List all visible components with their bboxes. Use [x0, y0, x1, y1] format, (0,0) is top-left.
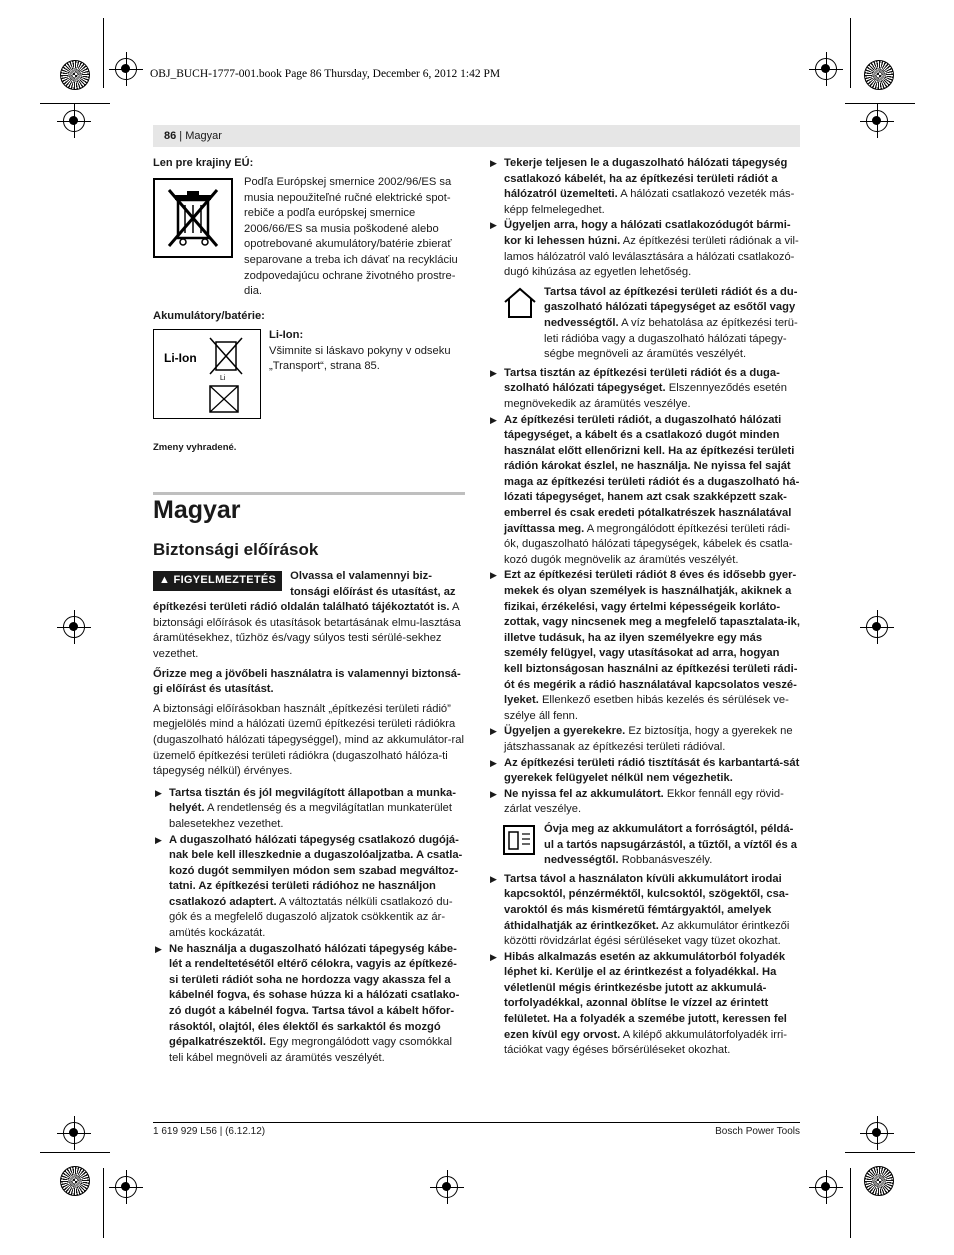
batt-heading: Akumulátory/batérie: [153, 310, 265, 322]
changes-block [153, 440, 465, 456]
bullet-text: A megrongálódott építkezési területi rádi-ók, dugaszolható hálózati tápegységek, kábelek és csatla-kozó dugók megnövelik az áramütés veszélyét. [504, 522, 793, 566]
heat-warning-text: Robbanásveszély. [618, 854, 713, 867]
liion-icon-text: Li-Ion [164, 351, 197, 365]
bullet-arrow-icon: ▶ [490, 220, 497, 231]
bullet-item [488, 950, 800, 1059]
right-column [488, 156, 800, 1059]
crop-mark [850, 18, 851, 88]
page-header: 86 | Magyar [153, 125, 800, 147]
eu-heading: Len pre krajiny EÚ: [153, 157, 254, 169]
crop-mark [103, 1168, 104, 1238]
registration-mark-icon [436, 1176, 458, 1198]
crop-mark [845, 103, 915, 104]
bullet-text: A kilépő akkumulátorfolyadék irri-tációkat vagy égéses bőrsérüléseket okozhat. [504, 1028, 787, 1057]
registration-mark-icon [866, 1122, 888, 1144]
bullet-item [488, 413, 800, 569]
bullet-arrow-icon: ▶ [490, 158, 497, 168]
bullet-arrow-icon: ▶ [155, 787, 162, 798]
liion-text: Všimnite si láskavo pokyny v odseku „Transport“, strana 85. [269, 344, 451, 373]
bullet-bold: Tekerje teljesen le a dugaszolható hálózati tápegység csatlakozó kábelét, ha az építkezési területi rádiót a hálózatról üzemelteti. [504, 157, 788, 201]
subsection-title: Biztonsági előírások [153, 540, 319, 559]
crop-mark [845, 1152, 915, 1153]
eu-text: Podľa Európskej smernice 2002/96/ES sa musia nepoužiteľné ručné elektrické spot-rebiče a podľa európskej smernice 2006/66/ES sa musia poškodené alebo opotrebované akumulátory/batérie zbierať separovane a treba ich dávať na recykláciu zodpovedajúcu ochrane životného prostre-dia. [244, 176, 458, 298]
bullet-text: Elszennyeződés esetén megnövekedik az áramütés veszélye. [504, 382, 787, 410]
registration-mark-icon [115, 58, 137, 80]
warning-bold-text: Olvassa el valamennyi biz-tonsági előírást és utasítást, az építkezési területi rádió oldalán található tájékoztatót is. [153, 570, 456, 614]
bullet-arrow-icon: ▶ [490, 757, 497, 768]
definition-text: A biztonsági előírásokban használt „építkezési területi rádió” megjelölés mind a hálózati üzemű építkezési területi rádiókra (dugaszolható hálózati tápegységgel), mind az akkumulátor-ral üzemelő építkezési területi rádiókra (dugaszolható hálóza-ti tápegység nélkül) érvényes. [153, 702, 464, 778]
bullet-text: Ez biztosítja, hogy a gyerekek ne játszhassanak az építkezési területi rádióval. [504, 725, 793, 753]
registration-mark-icon [63, 110, 85, 132]
bullet-bold: Ne nyissa fel az akkumulátort. [504, 787, 664, 800]
bullet-arrow-icon: ▶ [490, 951, 497, 962]
weee-bin-icon [153, 178, 233, 258]
bullet-item [488, 872, 800, 950]
bullet-bold: Tartsa tisztán az építkezési területi rádiót és a duga-szolható hálózati tápegységet. [504, 366, 780, 395]
bullet-arrow-icon: ▶ [490, 570, 497, 581]
house-warning-text: A víz behatolása az építkezési terü-leti rádióba vagy a dugaszolható hálózati tápegy-ségbe megnöveli az áramütés veszélyét. [544, 316, 798, 361]
color-target-icon [864, 60, 894, 90]
battery-heat-icon [502, 824, 536, 862]
bullet-item [488, 218, 800, 280]
registration-mark-icon [866, 616, 888, 638]
bullet-text: Ekkor fennáll egy rövid-zárlat veszélye. [504, 787, 784, 816]
bullet-bold: A dugaszolható hálózati tápegység csatlakozó dugójá-nak bele kell illeszkednie a dugaszolóaljzatba. A csatla-kozó dugót semmilyen módon sem szabad megváltoz-tatni. Az építkezési területi rádióhoz ne használjon csatlakozó adaptert. [169, 833, 463, 908]
crop-mark [103, 18, 104, 88]
bullet-bold: Tartsa tisztán és jól megvilágított állapotban a munka-helyét. [169, 786, 456, 815]
changes-note: Zmeny vyhradené. [153, 442, 237, 453]
crop-mark [850, 1168, 851, 1238]
house-warning-bold: Tartsa távol az építkezési területi rádiót és a du-gaszolható hálózati tápegységet az esőtől vagy nedvességtől. [544, 285, 798, 329]
bullet-bold: Az építkezési területi rádió tisztítását és karbantartá-sát gyerekek felügyelet nélkül nem végezhetik. [504, 756, 800, 785]
bullet-item [153, 833, 465, 942]
color-target-icon [60, 60, 90, 90]
bullet-bold: Tartsa távol a használaton kívüli akkumulátort irodai kapcsoktól, pénzérméktől, kulcsoktól, szögektől, csa-varoktól és más kisméretű fémtárgyaktól, amelyek áthidalhatják az érintkezőket. [504, 872, 789, 932]
bullet-bold: Ezt az építkezési területi rádiót 8 éves és idősebb gyer-mekek és olyan személyek is használhatják, akiknek a fizikai, érzékelési, vagy értelmi képességeik korláto-zottak, vagy nincsenek meg a megfelelő tapasztalata-ik, illetve tudásuk, ha az ilyen személyekre egy más személy felügyel, vagy utasításokat ad arra, hogyan kell biztonságosan használni az építkezési területi rádi-ót és megérik a rádió használatával kapcsolatos veszé-lyeket. [504, 569, 800, 707]
bullet-arrow-icon: ▶ [490, 788, 497, 799]
bullet-item [153, 942, 465, 1067]
warning-text: A biztonsági előírások és utasítások betartásának elmu-lasztása áramütésekhez, tűzhöz és/vagy súlyos testi sérülé-sekhez vezethet. [153, 601, 461, 660]
color-target-icon [864, 1166, 894, 1196]
bullet-text: A hálózati csatlakozó vezeték más-képp felmelegedhet. [504, 188, 795, 216]
section-divider [153, 492, 465, 495]
crop-mark [40, 103, 110, 104]
bullet-text: Az építkezési területi rádiónak a vil-lamos hálózatról való leválasztására a hálózati csatlakozó-dugó kihúzása az egyetlen lehetőség. [504, 234, 799, 279]
print-info: OBJ_BUCH-1777-001.book Page 86 Thursday, December 6, 2012 1:42 PM [150, 68, 501, 80]
registration-mark-icon [63, 1122, 85, 1144]
bullet-text: A rendetlenség és a megvilágítatlan munkaterület balesetekhez vezethet. [169, 802, 452, 830]
liion-label: Li-Ion: [269, 329, 304, 341]
bullet-item [488, 724, 800, 755]
bullet-text: Egy megrongálódott vagy csomókkal teli kábel megnöveli az áramütés veszélyét. [169, 1036, 452, 1064]
bullet-item [488, 787, 800, 818]
footer-left: 1 619 929 L56 | (6.12.12) [153, 1126, 266, 1137]
registration-mark-icon [63, 616, 85, 638]
header-language: Magyar [185, 130, 222, 142]
crop-mark [40, 1152, 110, 1153]
bullet-item [488, 156, 800, 218]
footer-right: Bosch Power Tools [715, 1126, 800, 1137]
footer-rule [153, 1122, 800, 1123]
registration-mark-icon [866, 110, 888, 132]
bullet-arrow-icon: ▶ [155, 834, 162, 845]
section-title: Magyar [153, 496, 241, 524]
eu-text-block [244, 175, 466, 300]
bullet-arrow-icon: ▶ [490, 414, 497, 425]
bullet-bold: Ügyeljen arra, hogy a hálózati csatlakozódugót bármi-kor ki lehessen húzni. [504, 219, 791, 247]
warning-badge [153, 571, 282, 591]
left-column [153, 156, 465, 172]
bullet-bold: Ügyeljen a gyerekekre. [504, 725, 626, 738]
li-icon-text: Li [220, 375, 226, 382]
bullet-bold: Ne használja a dugaszolható hálózati tápegység kábe-lét a rendeltetésétől eltérő célokra, vagyis az építkezé-si területi rádiót soha ne hordozza vagy akassza fel a kábelnél fogva, és sohase húzza ki a hálózati csatlako-zó dugót a kábelnél fogva. Tartsa távol a kábelt hőfor-rásoktól, olajtól, éles élektől és sarkaktól és mozgó gépalkatrészektől. [169, 942, 460, 1049]
bullet-arrow-icon: ▶ [490, 726, 497, 737]
bullet-text: A változtatás nélküli csatlakozó du-gók és a megfelelő dugaszoló aljzatok csökkentik az ár-amütés kockázatát. [169, 895, 453, 940]
bullet-item [488, 366, 800, 413]
bullet-bold: Az építkezési területi rádiót, a dugaszolható hálózati tápegységet, a kábelt és a csatlakozó dugót minden használat előtt ellenőrizni kell. Ha az építkezési területi rádión károkat észlel, ne használja. Ne nyissa fel saját maga az építkezési területi rádiót és a dugaszolható há-lózati tápegységet, hanem azt csak szakképzett szak-emberrel és csak eredeti pótalkatrészek használatával javíttassa meg. [504, 413, 800, 535]
batt-heading-block [153, 309, 465, 325]
page-number: 86 [164, 130, 177, 142]
bullet-arrow-icon: ▶ [155, 943, 162, 954]
keep-instructions: Őrizze meg a jövőbeli használatra is valamennyi biztonsá-gi előírást és utasítást. [153, 667, 461, 696]
bullet-arrow-icon: ▶ [490, 367, 497, 378]
house-warning [488, 285, 800, 363]
bullet-text: Ellenkező esetben hibás kezelés és sérülések ve-szélye áll fenn. [504, 694, 789, 722]
liion-recycle-icon [153, 329, 261, 419]
registration-mark-icon [815, 58, 837, 80]
warning-block [153, 569, 465, 1066]
warning-badge-label: FIGYELMEZTETÉS [173, 574, 277, 586]
registration-mark-icon [815, 1176, 837, 1198]
bullet-arrow-icon: ▶ [490, 873, 497, 884]
indoor-house-icon [502, 287, 538, 325]
warning-triangle-icon: ▲ [159, 574, 171, 586]
bullet-text: Az akkumulátor érintkezői közötti rövidzárlat égési sérüléseket vagy tüzet okozhat. [504, 919, 790, 948]
heat-warning-bold: Óvja meg az akkumulátort a forróságtól, példá-ul a tartós napsugárzástól, a tűztől, a víztől és a nedvességtől. [544, 822, 798, 867]
heat-warning [488, 822, 800, 869]
registration-mark-icon [115, 1176, 137, 1198]
bullet-item [153, 786, 465, 833]
liion-block [269, 328, 465, 375]
color-target-icon [60, 1166, 90, 1196]
bullet-item [488, 756, 800, 787]
bullet-bold: Hibás alkalmazás esetén az akkumulátorból folyadék léphet ki. Kerülje el az érintkezést a folyadékkal. Ha véletlenül mégis érintkezésbe jutott az akkumulá-torfolyadékkal, azonnal öblítse le vízzel az érintett felületet. Ha a folyadék a szemébe jutott, keressen fel ezen kívül egy orvost. [504, 950, 787, 1041]
bullet-item [488, 568, 800, 724]
